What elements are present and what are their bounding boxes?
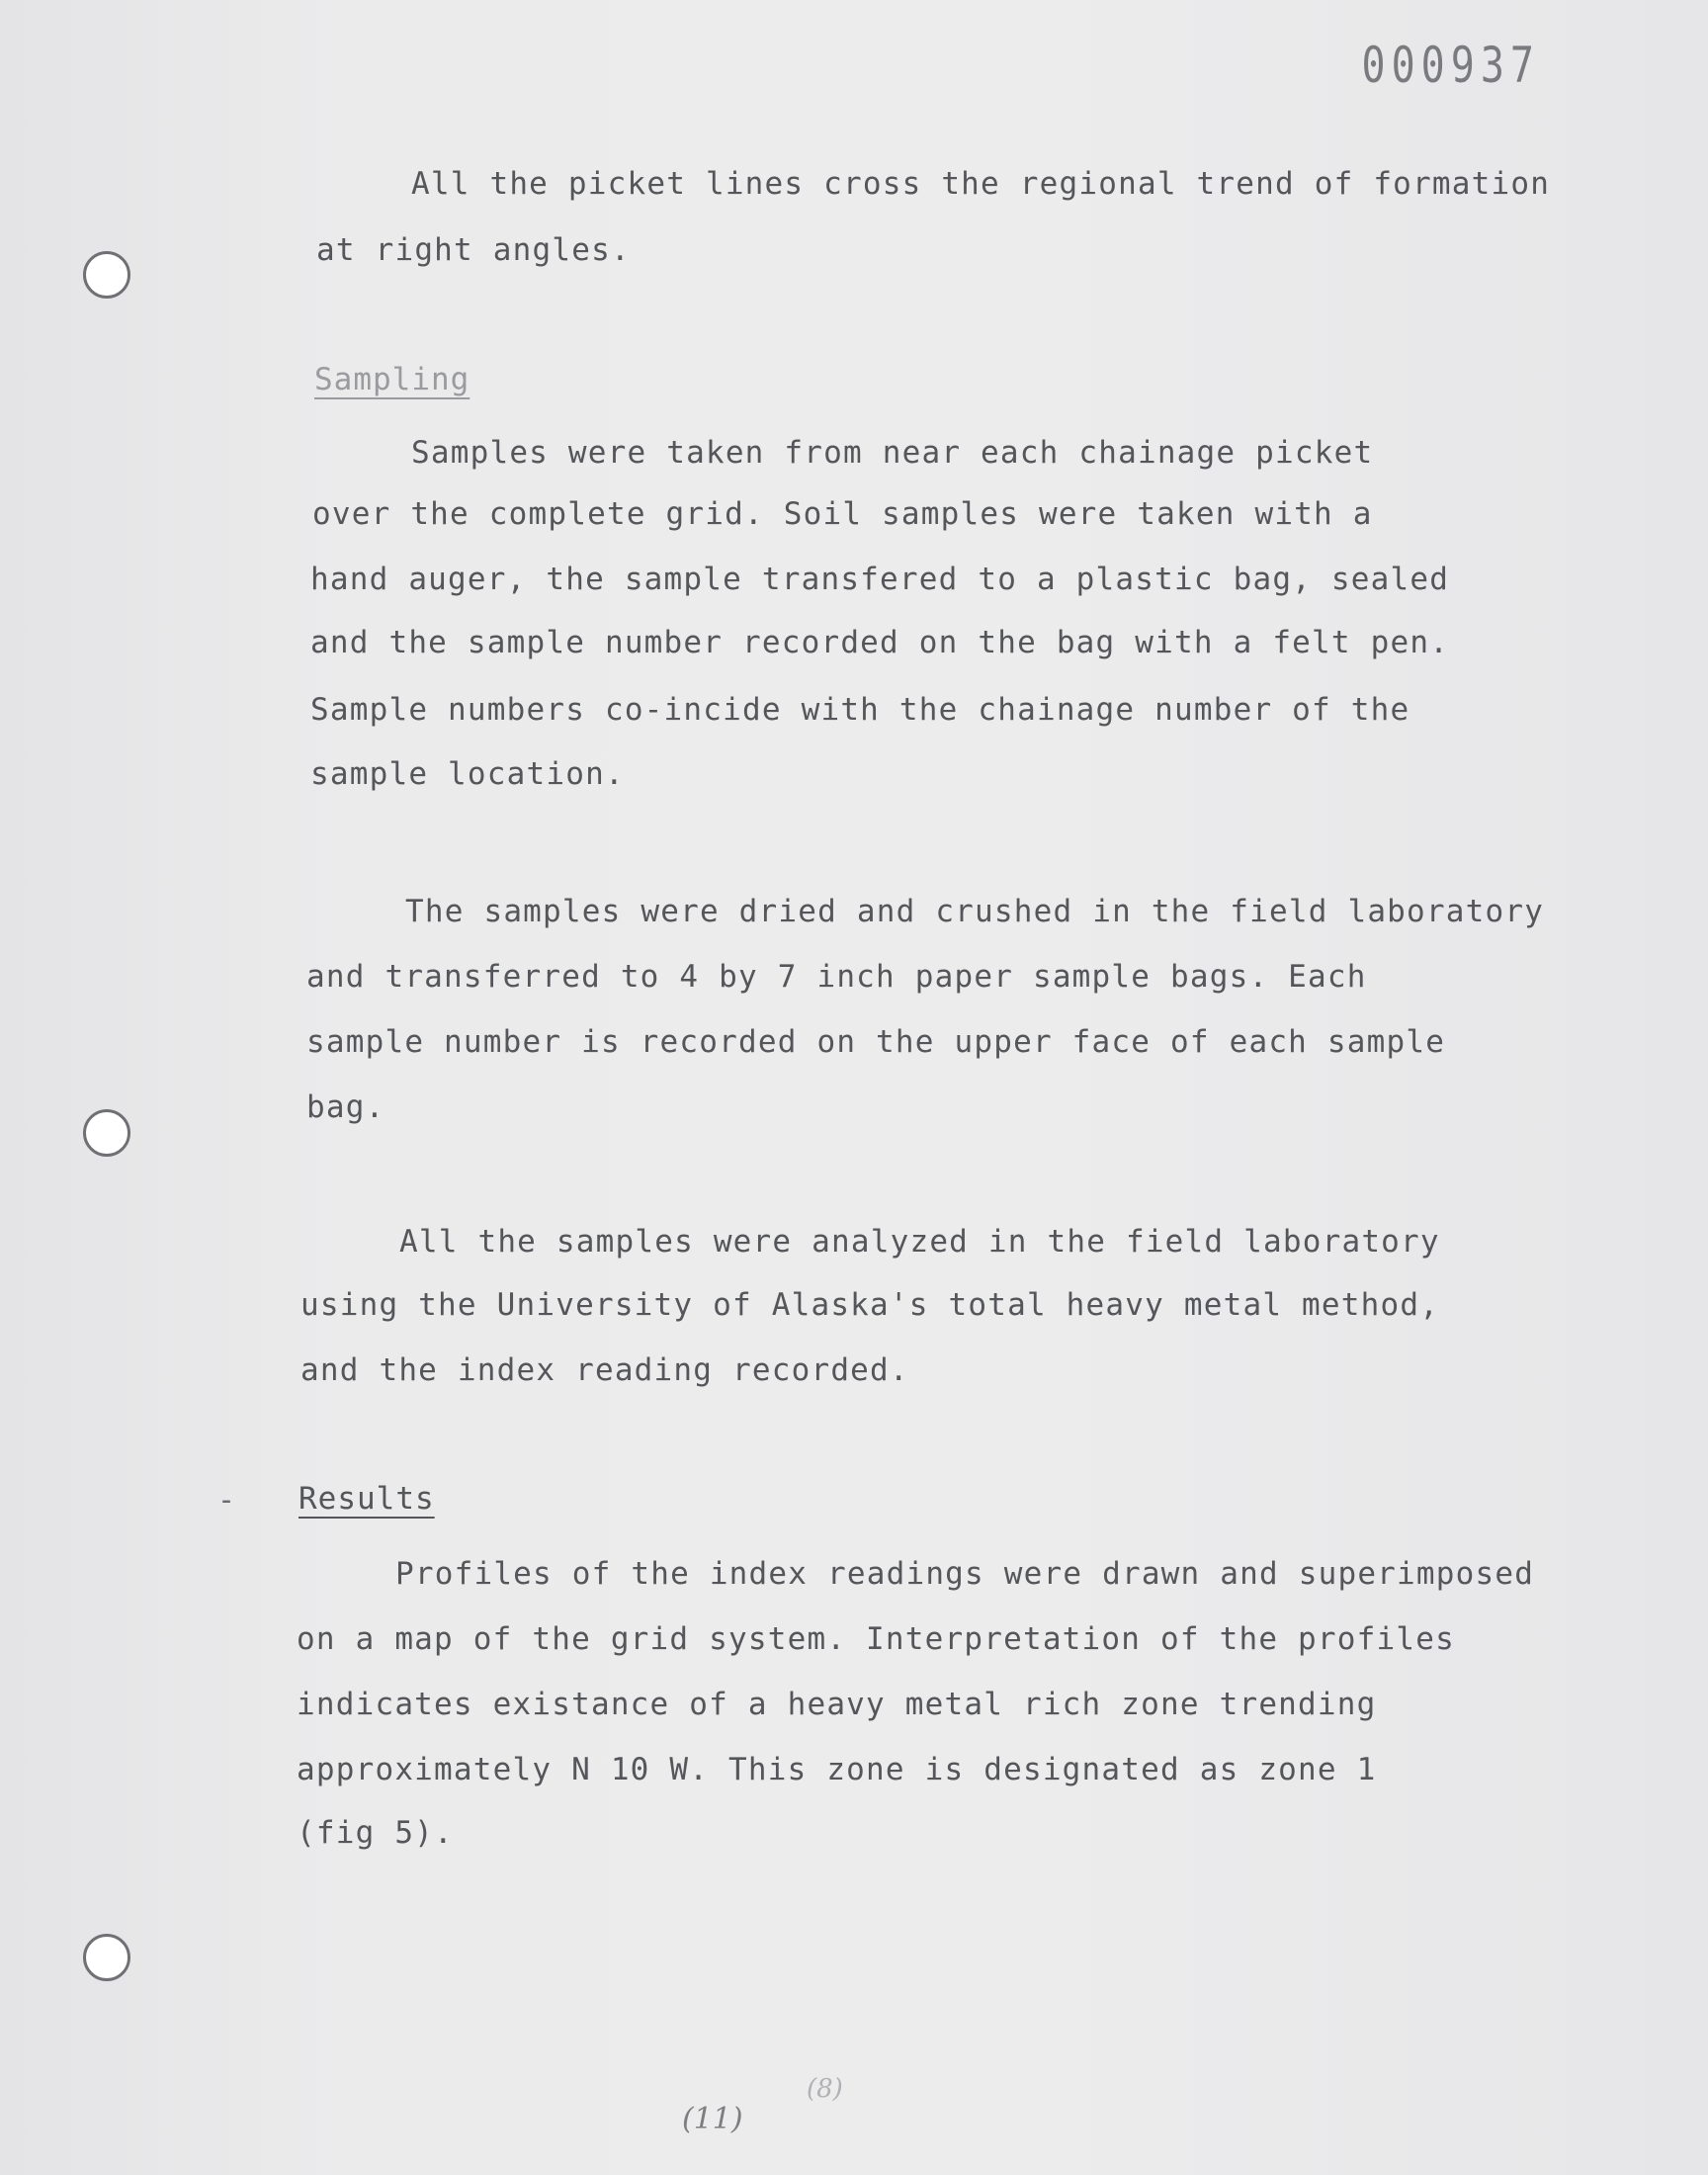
document-number-stamp: 000937 [1361,38,1540,95]
sampling-para1-line: Sample numbers co-incide with the chainage number of the [310,692,1410,728]
sampling-para3-line: All the samples were analyzed in the field laboratory [399,1224,1440,1260]
punch-hole-top [83,251,130,299]
sampling-para3-line: and the index reading recorded. [300,1352,909,1388]
results-para-line: approximately N 10 W. This zone is designated as zone 1 [297,1752,1377,1787]
punch-hole-bottom [83,1934,130,1981]
sampling-para1-line: and the sample number recorded on the bag with a felt pen. [310,625,1450,660]
page-number-handwritten: (11) [682,2102,743,2136]
intro-line: All the picket lines cross the regional trend of formation [411,166,1551,202]
results-para-line: indicates existance of a heavy metal rich zone trending [297,1687,1377,1722]
sampling-para2-line: bag. [306,1089,385,1125]
section-heading-sampling: Sampling [314,362,470,397]
margin-mark: - [217,1483,236,1518]
sampling-para2-line: sample number is recorded on the upper face of each sample [306,1024,1446,1060]
page-number-faint: (8) [807,2074,843,2104]
sampling-para2-line: The samples were dried and crushed in the field laboratory [405,894,1545,929]
results-para-line: (fig 5). [297,1815,454,1851]
sampling-para1-line: Samples were taken from near each chainage picket [411,435,1374,471]
results-para-line: Profiles of the index readings were drawn and superimposed [395,1556,1535,1592]
sampling-para3-line: using the University of Alaska's total heavy metal method, [300,1287,1440,1323]
sampling-para1-line: sample location. [310,756,625,792]
results-para-line: on a map of the grid system. Interpretation of the profiles [297,1621,1455,1657]
section-heading-results: Results [299,1481,435,1517]
sampling-para1-line: hand auger, the sample transfered to a plastic bag, sealed [310,562,1450,597]
sampling-para2-line: and transferred to 4 by 7 inch paper sample bags. Each [306,959,1367,995]
sampling-para1-line: over the complete grid. Soil samples were taken with a [312,496,1373,532]
punch-hole-middle [83,1109,130,1157]
intro-line: at right angles. [316,232,631,268]
